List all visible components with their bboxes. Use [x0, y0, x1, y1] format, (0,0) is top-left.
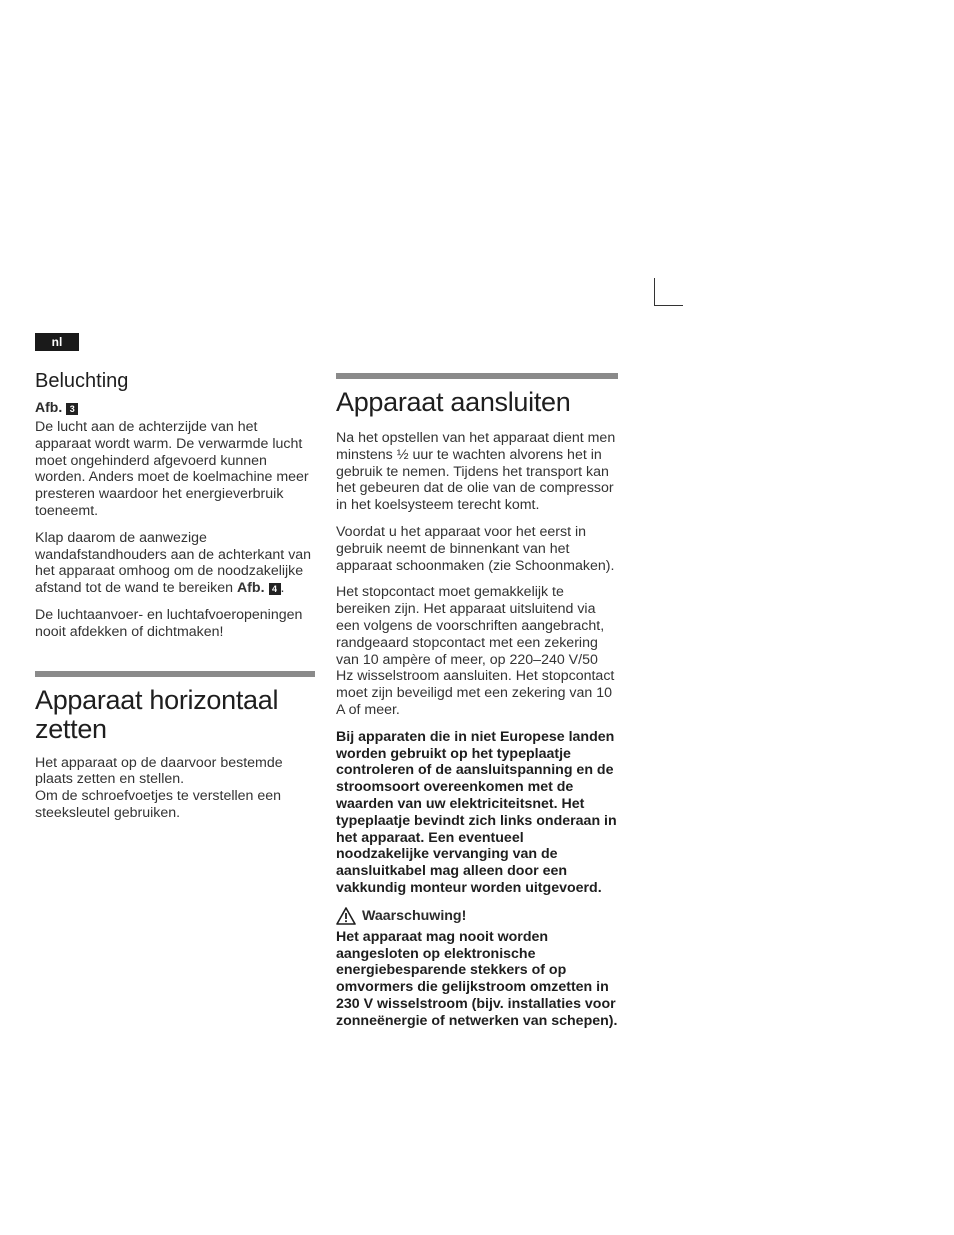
- language-badge: nl: [35, 333, 79, 351]
- warning-triangle-icon: [336, 907, 356, 925]
- horizontaal-paragraph-1: Het apparaat op de daarvoor bestemde plaats zetten en stellen.: [35, 754, 283, 788]
- figure-reference-label: Afb.: [35, 399, 63, 415]
- aansluiten-heading: Apparaat aansluiten: [336, 387, 571, 417]
- figure-number-badge: 3: [66, 403, 78, 415]
- figure-reference: [35, 399, 315, 415]
- figure-number-badge-inline: 4: [269, 583, 281, 595]
- crop-mark: [654, 278, 683, 306]
- beluchting-paragraph-3: De luchtaanvoer- en luchtafvoeropeningen nooit afdekken of dichtmaken!: [35, 606, 303, 640]
- figure-reference-inline: Afb.: [236, 580, 265, 597]
- beluchting-paragraph-2-text: Klap daarom de aanwezige wandafstandhouders aan de achterkant van het apparaat omhoog om de noodzakelijke afstand tot de wand te bereiken: [35, 529, 312, 597]
- beluchting-paragraph-1: De lucht aan de achterzijde van het apparaat wordt warm. De verwarmde lucht moet ongehinderd afgevoerd kunnen worden. Anders moet de koelmachine meer presteren waardoor het energieverbruik toeneemt.: [35, 419, 309, 519]
- horizontaal-heading: Apparaat horizontaal zetten: [35, 684, 279, 744]
- aansluiten-paragraph-3: Het stopcontact moet gemakkelijk te bereiken zijn. Het apparaat uitsluitend via een volgens de voorschriften aangebracht, randgeaard stopcontact met een zekering van 10 ampère of meer, op 220–240 V/50 Hz wisselstroom aansluiten. Het stopcontact moet zijn beveiligd met een zekering van 10 A of meer.: [336, 584, 615, 718]
- horizontaal-paragraph-2: Om de schroefvoetjes te verstellen een steeksleutel gebruiken.: [35, 788, 282, 821]
- warning-text: Het apparaat mag nooit worden aangesloten op elektronische energiebesparende stekkers of op omvormers die gelijkstroom omzetten in 230 V wisselstroom (bijv. installaties voor zonneënergie of netwerken van schepen).: [336, 928, 618, 1029]
- middle-column: [336, 373, 618, 1030]
- beluchting-paragraph-2: Klap daarom de aanwezige wandafstandhouders aan de achterkant van het apparaat omhoog om de noodzakelijke afstand tot de wand te bereiken Afb. 4 .: [35, 529, 312, 597]
- aansluiten-paragraph-2: Voordat u het apparaat voor het eerst in gebruik neemt de binnenkant van het apparaat schoonmaken (zie Schoonmaken).: [336, 523, 615, 574]
- aansluiten-paragraph-1: Na het opstellen van het apparaat dient men minstens ½ uur te wachten alvorens het in gebruik te nemen. Tijdens het transport kan het gebeuren dat de olie van de compressor in het koelsysteem terecht komt.: [336, 430, 616, 514]
- beluchting-heading: Beluchting: [35, 370, 129, 392]
- left-column: [35, 369, 315, 822]
- aansluiten-bold-notice: Bij apparaten die in niet Europese landen worden gebruikt op het typeplaatje controleren of de aansluitspanning en de stroomsoort overeenkomen met de waarden van uw elektriciteitsnet. Het typeplaatje bevindt zich links onderaan in het apparaat. Een eventueel noodzakelijke vervanging van de aansluitkabel mag alleen door een vakkundig monteur worden uitgevoerd.: [336, 728, 617, 896]
- warning-label: Waarschuwing!: [362, 907, 467, 924]
- warning-header: [336, 907, 618, 925]
